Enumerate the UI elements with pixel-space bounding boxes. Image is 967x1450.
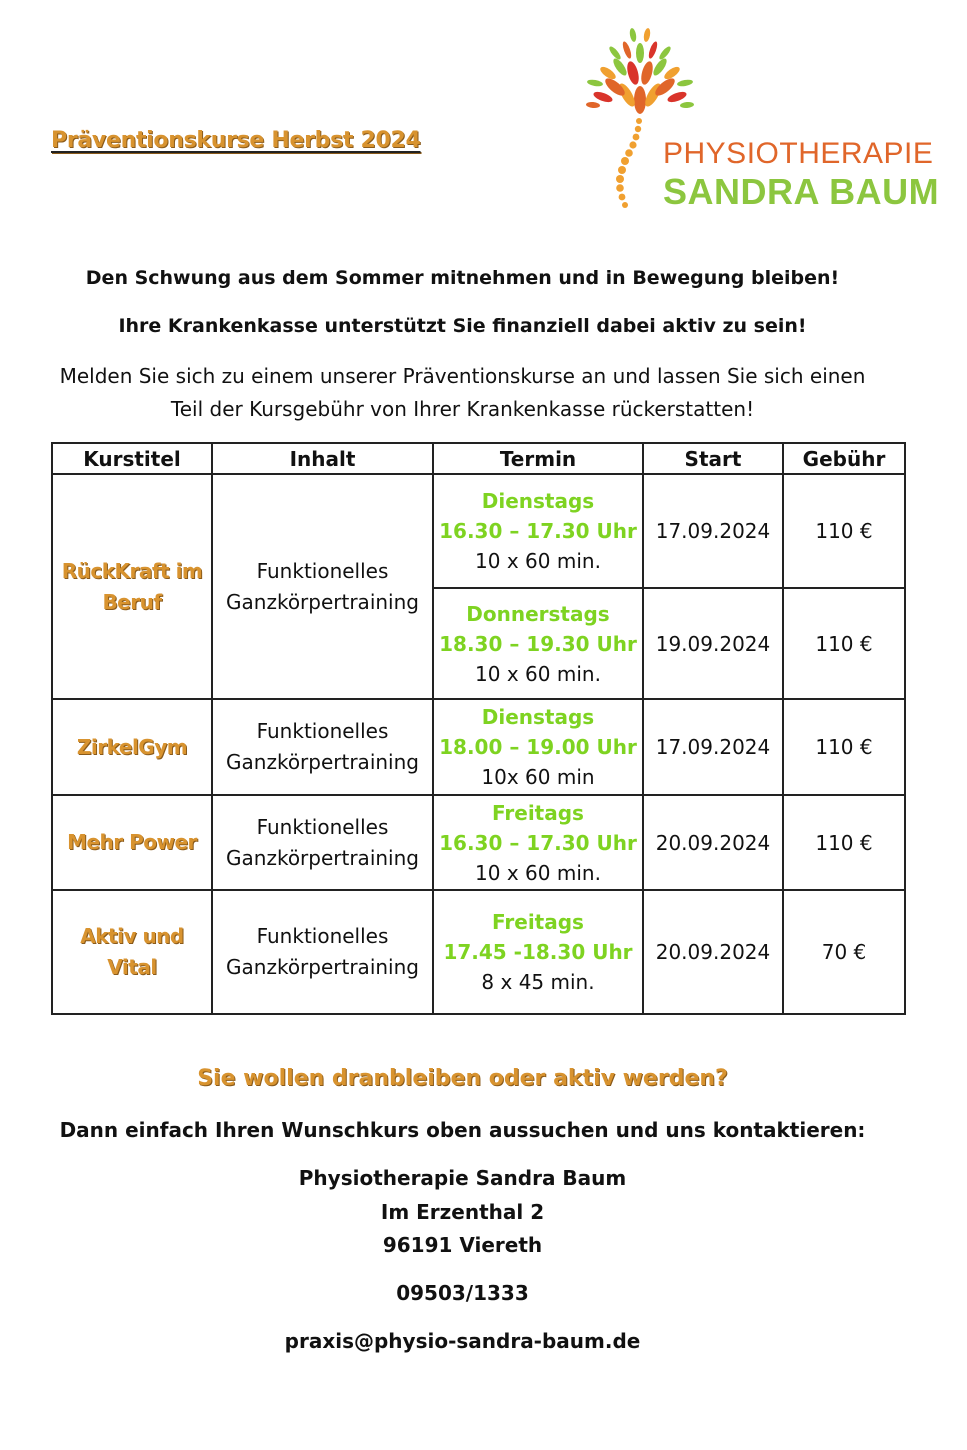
termin-cell xyxy=(433,588,643,699)
termin-duration: 10 x 60 min. xyxy=(475,860,601,885)
course-content: Funktionelles xyxy=(256,558,389,583)
fee: 110 € xyxy=(783,474,905,588)
course-content-cell xyxy=(212,699,433,795)
course-content-cell xyxy=(212,890,433,1014)
table-row xyxy=(52,890,905,1014)
contact-lead: Dann einfach Ihren Wunschkurs oben aussuchen und uns kontaktieren: xyxy=(59,1118,866,1142)
termin-time: 18.00 – 19.00 Uhr xyxy=(439,735,637,759)
termin-time: 16.30 – 17.30 Uhr xyxy=(439,519,637,543)
termin-day: Freitags xyxy=(492,910,584,934)
fee: 110 € xyxy=(783,699,905,795)
termin-day: Freitags xyxy=(492,800,584,825)
contact-phone: 09503/1333 xyxy=(396,1281,529,1305)
termin-cell xyxy=(433,474,643,588)
course-title: Aktiv und xyxy=(80,924,184,948)
course-content-cont: Ganzkörpertraining xyxy=(226,955,419,979)
start-date: 20.09.2024 xyxy=(643,795,783,890)
start-date: 17.09.2024 xyxy=(643,699,783,795)
course-content-cont: Ganzkörpertraining xyxy=(226,589,419,614)
termin-day: Dienstags xyxy=(481,489,595,513)
fee: 110 € xyxy=(783,795,905,890)
course-title-cont: Beruf xyxy=(102,589,162,614)
intro-line-4: Teil der Kursgebühr von Ihrer Krankenkasse rückerstatten! xyxy=(170,397,755,421)
intro-line-1: Den Schwung aus dem Sommer mitnehmen und in Bewegung bleiben! xyxy=(85,267,840,289)
practice-logo xyxy=(565,25,945,215)
course-title: ZirkelGym xyxy=(76,734,188,759)
termin-time: 16.30 – 17.30 Uhr xyxy=(439,830,637,855)
course-title: Mehr Power xyxy=(67,830,197,854)
course-content: Funktionelles xyxy=(256,814,389,839)
termin-duration: 8 x 45 min. xyxy=(481,970,595,994)
contact-email: praxis@physio-sandra-baum.de xyxy=(284,1329,641,1353)
course-title: RückKraft im xyxy=(61,558,203,583)
column-header-gebuehr: Gebühr xyxy=(783,443,905,474)
termin-duration: 10x 60 min xyxy=(481,765,595,789)
termin-duration: 10 x 60 min. xyxy=(475,549,601,573)
start-date: 20.09.2024 xyxy=(643,890,783,1014)
course-content: Funktionelles xyxy=(256,924,389,948)
termin-day: Donnerstags xyxy=(466,601,610,626)
fee: 110 € xyxy=(783,588,905,699)
course-title-cell xyxy=(52,474,212,699)
course-title-cont: Vital xyxy=(107,955,157,979)
table-header-row xyxy=(52,443,905,474)
termin-day: Dienstags xyxy=(481,705,595,729)
column-header-kurstitel: Kurstitel xyxy=(52,443,212,474)
start-date: 17.09.2024 xyxy=(643,474,783,588)
column-header-start: Start xyxy=(643,443,783,474)
table-row xyxy=(52,699,905,795)
logo-text-physiotherapie: PHYSIOTHERAPIE xyxy=(663,137,934,170)
course-table xyxy=(51,442,906,1015)
page-heading: Präventionskurse Herbst 2024 xyxy=(51,128,421,153)
intro-line-3: Melden Sie sich zu einem unserer Präventionskurse an und lassen Sie sich einen xyxy=(59,364,866,388)
contact-name: Physiotherapie Sandra Baum xyxy=(298,1166,627,1190)
column-header-termin: Termin xyxy=(433,443,643,474)
course-content-cell xyxy=(212,474,433,699)
termin-time: 17.45 -18.30 Uhr xyxy=(443,940,633,964)
termin-duration: 10 x 60 min. xyxy=(475,661,601,686)
fee: 70 € xyxy=(783,890,905,1014)
table-row xyxy=(52,795,905,890)
call-to-action: Sie wollen dranbleiben oder aktiv werden? xyxy=(197,1066,728,1091)
course-content-cell xyxy=(212,795,433,890)
column-header-inhalt: Inhalt xyxy=(212,443,433,474)
table-row xyxy=(52,474,905,588)
start-date: 19.09.2024 xyxy=(643,588,783,699)
termin-cell xyxy=(433,699,643,795)
intro-line-2: Ihre Krankenkasse unterstützt Sie finanziell dabei aktiv zu sein! xyxy=(118,315,807,337)
logo-text-name: SANDRA BAUM xyxy=(663,171,940,212)
termin-cell xyxy=(433,890,643,1014)
course-content-cont: Ganzkörpertraining xyxy=(226,845,419,870)
course-title-cell xyxy=(52,890,212,1014)
course-title-cell xyxy=(52,795,212,890)
termin-cell xyxy=(433,795,643,890)
termin-time: 18.30 – 19.30 Uhr xyxy=(439,631,637,656)
course-title-cell xyxy=(52,699,212,795)
contact-city: 96191 Viereth xyxy=(382,1233,543,1257)
course-content-cont: Ganzkörpertraining xyxy=(226,750,419,774)
contact-street: Im Erzenthal 2 xyxy=(380,1200,545,1224)
course-content: Funktionelles xyxy=(256,719,389,743)
